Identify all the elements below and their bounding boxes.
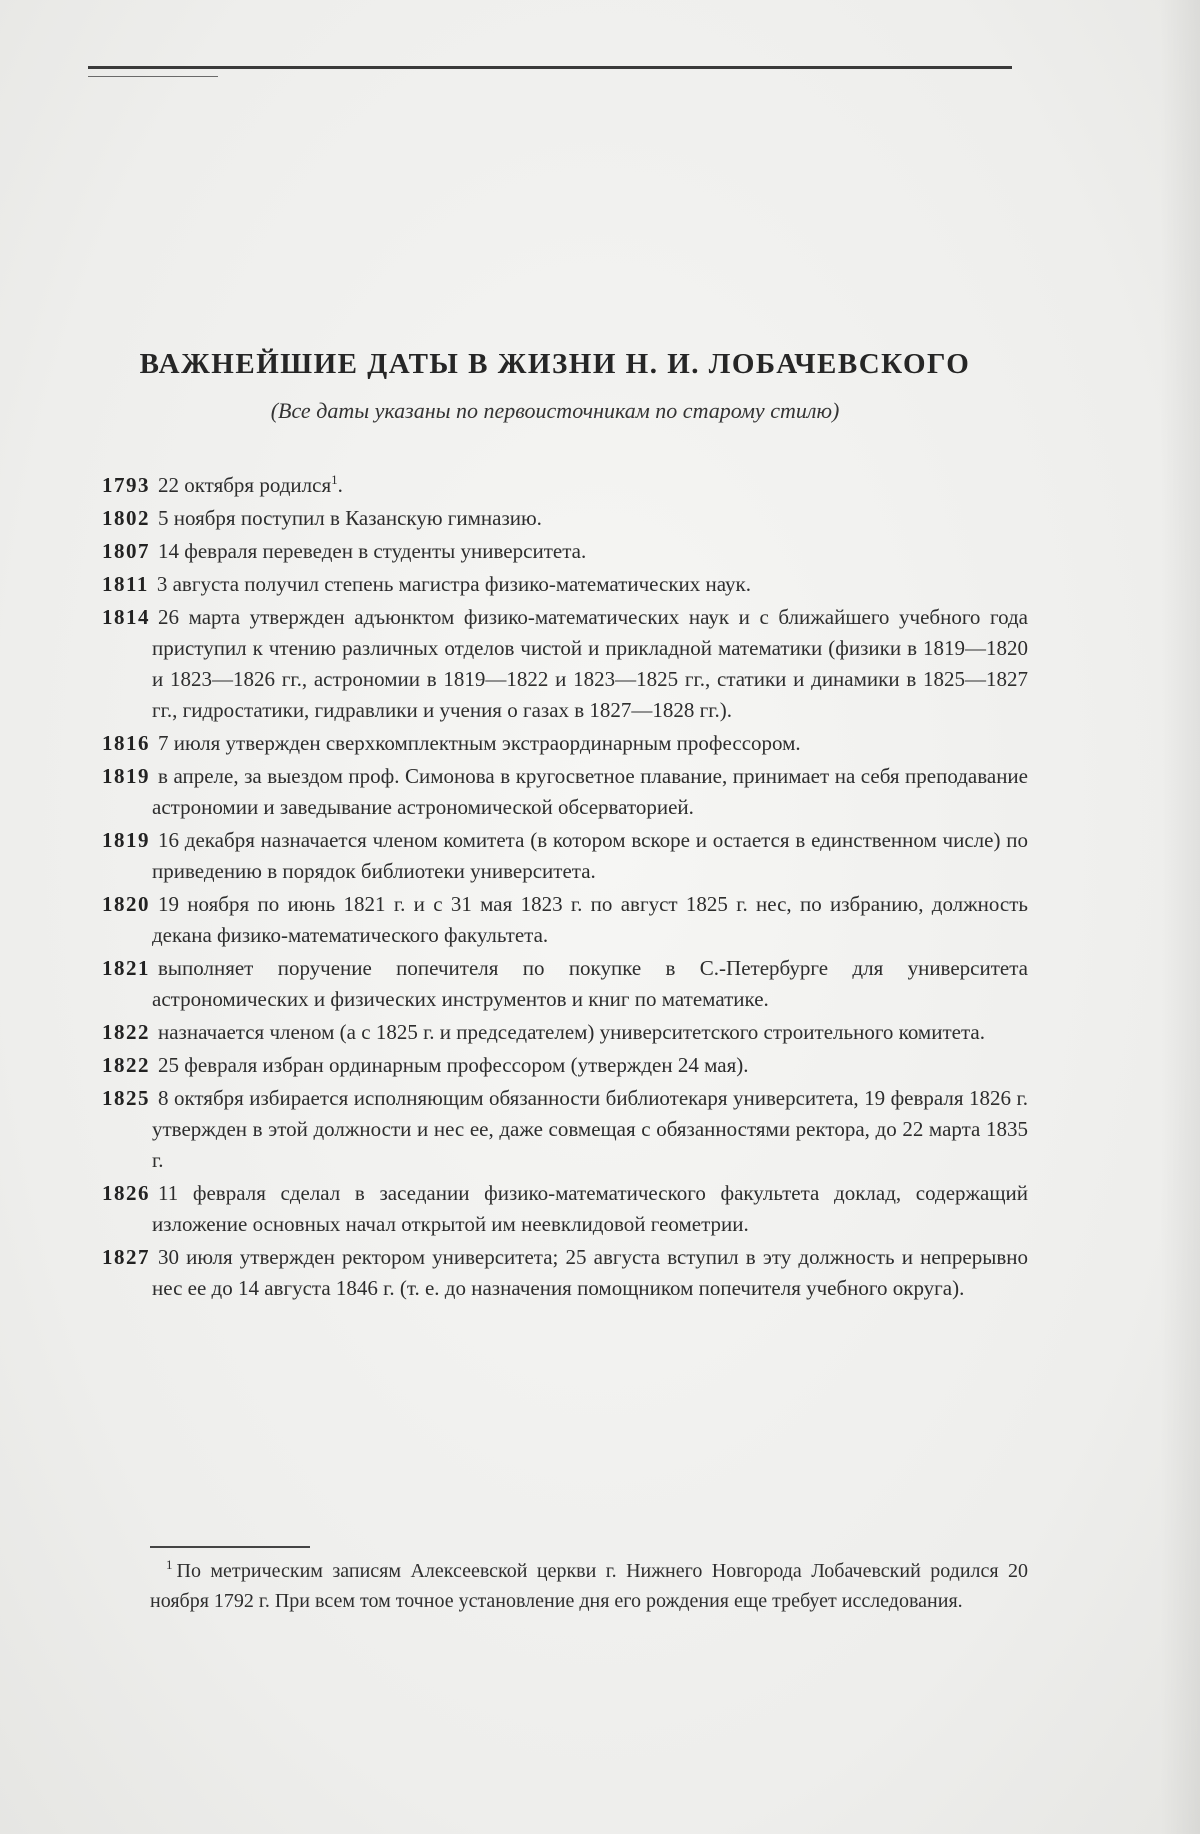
timeline-entry: [102, 1242, 1028, 1304]
timeline-entry: [102, 470, 1028, 501]
entry-year: 1819: [102, 828, 150, 852]
entry-year: 1821: [102, 956, 150, 980]
footnote-text: По метрическим записям Алексеевской церкви г. Нижнего Новгорода Лобачевский родился 20 ноября 1792 г. При всем том точное установление дня его рождения еще требует исследования.: [150, 1560, 1028, 1612]
timeline-entry: [102, 953, 1028, 1015]
page-title: ВАЖНЕЙШИЕ ДАТЫ В ЖИЗНИ Н. И. ЛОБАЧЕВСКОГО: [139, 348, 971, 380]
footnote-reference: 1: [331, 472, 338, 487]
entry-year: 1826: [102, 1181, 150, 1205]
entry-text: назначается членом (а с 1825 г. и председателем) университетского строительного комитета.: [158, 1020, 985, 1044]
entry-text: 8 октября избирается исполняющим обязанности библиотекаря университета, 19 февраля 1826 г. утвержден в этой должности и нес ее, даже совмещая с обязанностями ректора, до 22 марта 1835 г.: [152, 1086, 1028, 1172]
footnote: [150, 1556, 1028, 1616]
page-edge-shadow: [1160, 0, 1200, 1834]
entry-year: 1811: [102, 572, 149, 596]
entry-text: 30 июля утвержден ректором университета; 25 августа вступил в эту должность и непрерывно нес ее до 14 августа 1846 г. (т. е. до назначения помощником попечителя учебного округа).: [152, 1245, 1028, 1300]
entry-text: 25 февраля избран ординарным профессором (утвержден 24 мая).: [158, 1053, 749, 1077]
timeline-entry: [102, 1083, 1028, 1176]
timeline-entry: [102, 569, 1028, 600]
timeline-entry: [102, 1017, 1028, 1048]
entry-year: 1825: [102, 1086, 150, 1110]
entry-text: 26 марта утвержден адъюнктом физико-математических наук и с ближайшего учебного года приступил к чтению различных отделов чистой и прикладной математики (физики в 1819—1820 и 1823—1826 гг., астрономии в 1819—1822 и 1823—1825 гг., статики и динамики в 1825—1827 гг., гидростатики, гидравлики и учения о газах в 1827—1828 гг.).: [152, 605, 1028, 722]
timeline-entry: [102, 761, 1028, 823]
entry-year: 1814: [102, 605, 150, 629]
timeline-entry: [102, 889, 1028, 951]
page-subtitle: (Все даты указаны по первоисточникам по старому стилю): [270, 398, 840, 423]
entry-year: 1827: [102, 1245, 150, 1269]
entry-text: 5 ноября поступил в Казанскую гимназию.: [158, 506, 542, 530]
entry-text: 3 августа получил степень магистра физико-математических наук.: [156, 572, 751, 596]
timeline-entry: [102, 825, 1028, 887]
entry-year: 1822: [102, 1020, 150, 1044]
footnote-mark: 1: [166, 1557, 173, 1573]
timeline-entry: [102, 602, 1028, 726]
timeline-entry: [102, 1050, 1028, 1081]
entry-year: 1820: [102, 892, 150, 916]
timeline-entry: [102, 728, 1028, 759]
entry-text: 22 октября родился: [158, 473, 332, 497]
entry-text: 7 июля утвержден сверхкомплектным экстраординарным профессором.: [158, 731, 801, 755]
header-rule-thin: [88, 76, 218, 77]
entry-text: 19 ноября по июнь 1821 г. и с 31 мая 1823 г. по август 1825 г. нес, по избранию, должность декана физико-математического факультета.: [152, 892, 1028, 947]
entry-text: в апреле, за выездом проф. Симонова в кругосветное плавание, принимает на себя преподавание астрономии и заведывание астрономической обсерваторией.: [152, 764, 1028, 819]
entry-text: 11 февраля сделал в заседании физико-математического факультета доклад, содержащий изложение основных начал открытой им неевклидовой геометрии.: [152, 1181, 1028, 1236]
entry-year: 1822: [102, 1053, 150, 1077]
timeline-entry: [102, 503, 1028, 534]
timeline-entry: [102, 536, 1028, 567]
timeline-entry: [102, 1178, 1028, 1240]
entry-year: 1816: [102, 731, 150, 755]
entry-year: 1793: [102, 473, 150, 497]
header-rule: [88, 66, 1012, 69]
entry-text: выполняет поручение попечителя по покупке в С.-Петербурге для университета астрономических и физических инструментов и книг по математике.: [152, 956, 1028, 1011]
entry-text: 16 декабря назначается членом комитета (в котором вскоре и остается в единственном числе) по приведению в порядок библиотеки университета.: [152, 828, 1028, 883]
entry-text: 14 февраля переведен в студенты университета.: [158, 539, 587, 563]
entry-year: 1807: [102, 539, 150, 563]
entry-year: 1819: [102, 764, 150, 788]
entry-year: 1802: [102, 506, 150, 530]
footnote-divider: [150, 1546, 310, 1548]
entry-text-end: .: [337, 473, 343, 497]
timeline-list: [102, 470, 1028, 1306]
